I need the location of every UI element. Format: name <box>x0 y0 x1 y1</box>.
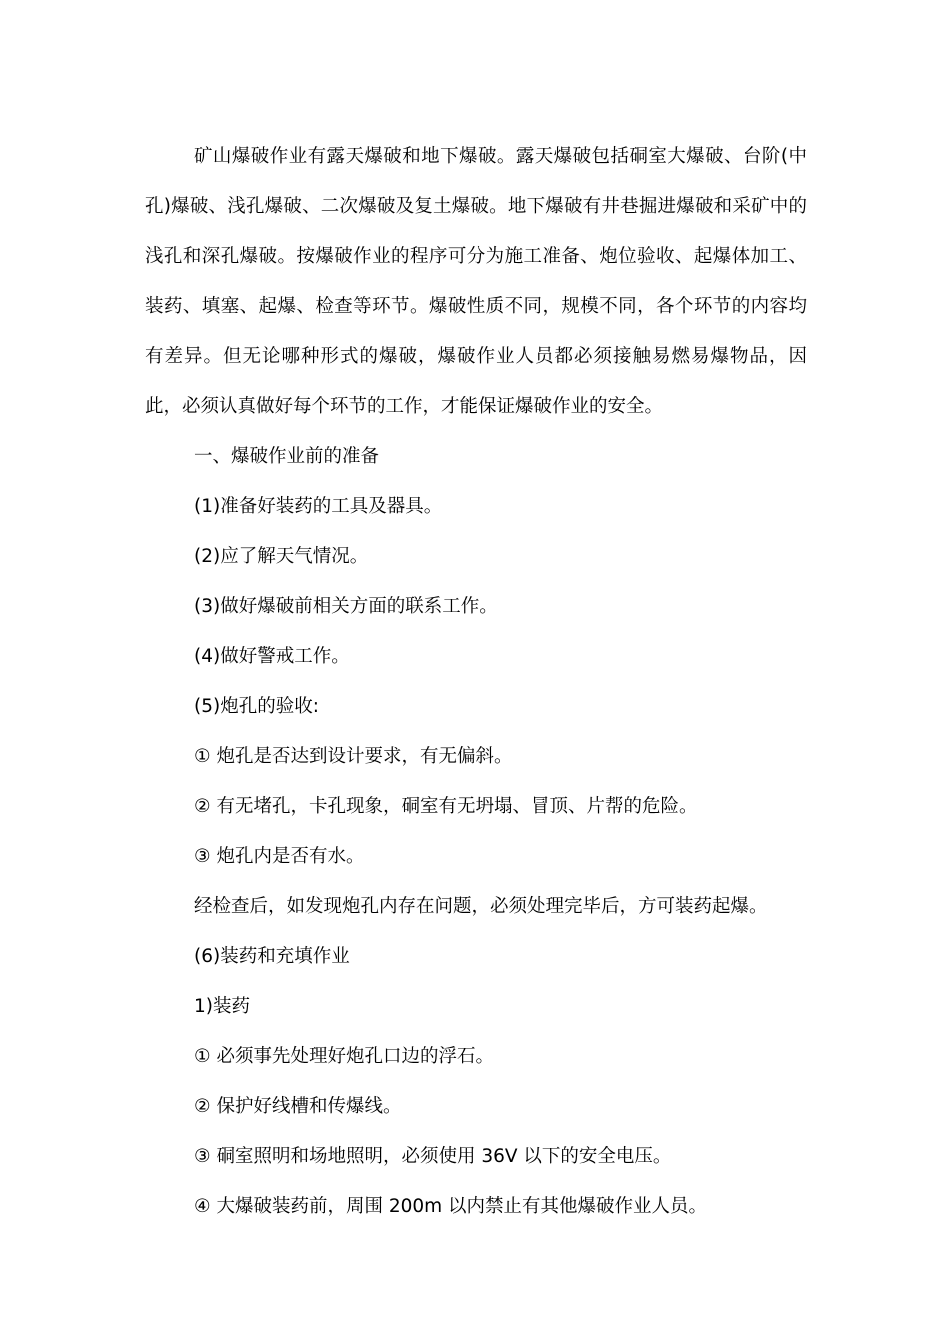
loading-item: ③ 硐室照明和场地照明，必须使用 36V 以下的安全电压。 <box>194 1146 672 1167</box>
list-item: (5)炮孔的验收: <box>194 696 319 717</box>
document-body <box>145 132 807 1232</box>
section-heading: 一、爆破作业前的准备 <box>194 446 380 467</box>
list-item: (2)应了解天气情况。 <box>194 546 369 567</box>
check-conclusion: 经检查后，如发现炮孔内存在问题，必须处理完毕后，方可装药起爆。 <box>194 896 768 917</box>
check-item: ① 炮孔是否达到设计要求，有无偏斜。 <box>194 746 513 767</box>
intro-paragraph: 矿山爆破作业有露天爆破和地下爆破。露天爆破包括硐室大爆破、台阶(中孔)爆破、浅孔爆破、二次爆破及复土爆破。地下爆破有井巷掘进爆破和采矿中的浅孔和深孔爆破。按爆破作业的程序可分为施工准备、炮位验收、起爆体加工、装药、填塞、起爆、检查等环节。爆破性质不同，规模不同，各个环节的内容均有差异。但无论哪种形式的爆破，爆破作业人员都必须接触易燃易爆物品，因此，必须认真做好每个环节的工作，才能保证爆破作业的安全。 <box>145 146 807 417</box>
check-item: ② 有无堵孔，卡孔现象，硐室有无坍塌、冒顶、片帮的危险。 <box>194 796 698 817</box>
loading-item: ① 必须事先处理好炮孔口边的浮石。 <box>194 1046 494 1067</box>
list-item: (6)装药和充填作业 <box>194 946 350 967</box>
list-item: (3)做好爆破前相关方面的联系工作。 <box>194 596 498 617</box>
loading-item: ② 保护好线槽和传爆线。 <box>194 1096 402 1117</box>
sub-heading: 1)装药 <box>194 996 250 1017</box>
check-item: ③ 炮孔内是否有水。 <box>194 846 365 867</box>
list-item: (1)准备好装药的工具及器具。 <box>194 496 443 517</box>
list-item: (4)做好警戒工作。 <box>194 646 350 667</box>
loading-item: ④ 大爆破装药前，周围 200m 以内禁止有其他爆破作业人员。 <box>194 1196 708 1217</box>
